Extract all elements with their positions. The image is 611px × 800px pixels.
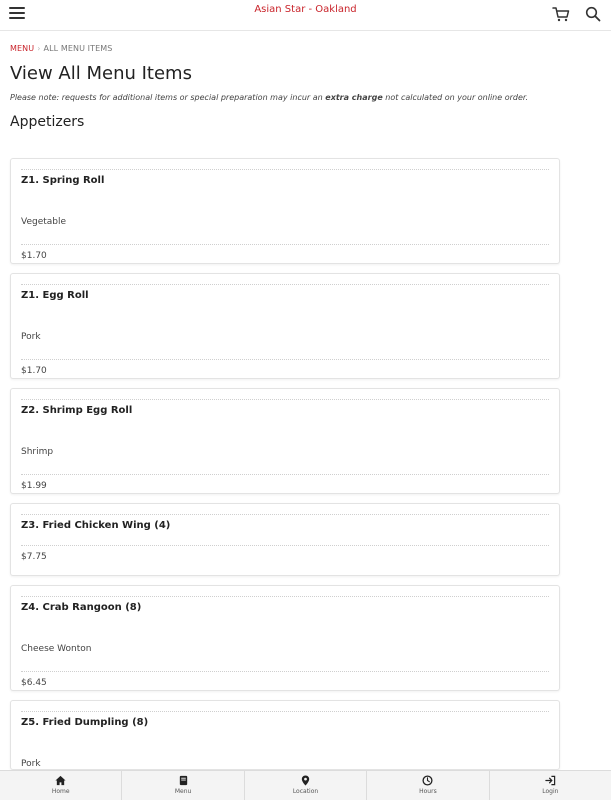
- menu-item-price: $1.99: [21, 481, 47, 491]
- login-icon: [545, 775, 556, 786]
- breadcrumb-separator: ›: [37, 44, 41, 53]
- menu-item-card[interactable]: [10, 273, 560, 379]
- nav-login-label: Login: [542, 788, 559, 795]
- nav-location[interactable]: [245, 771, 367, 800]
- menu-item-card[interactable]: [10, 158, 560, 264]
- menu-item-price: $7.75: [21, 552, 47, 562]
- menu-item-card[interactable]: [10, 388, 560, 494]
- section-title-appetizers: Appetizers: [10, 114, 85, 130]
- nav-menu-label: Menu: [174, 788, 192, 795]
- nav-menu[interactable]: [122, 771, 244, 800]
- menu-item-price: $1.70: [21, 366, 47, 376]
- nav-location-label: Location: [292, 788, 319, 795]
- nav-hours[interactable]: [367, 771, 489, 800]
- breadcrumb-current: ALL MENU ITEMS: [43, 44, 113, 53]
- page-title: View All Menu Items: [10, 63, 192, 84]
- cart-icon[interactable]: [552, 6, 570, 22]
- main-content: [10, 44, 570, 130]
- bottom-nav: [0, 770, 611, 800]
- clock-icon: [422, 775, 433, 786]
- menu-item-name: Z2. Shrimp Egg Roll: [21, 405, 133, 416]
- site-title[interactable]: Asian Star - Oakland: [254, 4, 357, 15]
- map-pin-icon: [300, 775, 311, 786]
- menu-item-name: Z3. Fried Chicken Wing (4): [21, 520, 171, 531]
- search-icon[interactable]: [585, 6, 601, 22]
- top-bar: [0, 0, 611, 31]
- menu-item-name: Z1. Spring Roll: [21, 175, 105, 186]
- nav-home[interactable]: [0, 771, 122, 800]
- menu-item-name: Z1. Egg Roll: [21, 290, 89, 301]
- menu-book-icon: [178, 775, 189, 786]
- menu-item-name: Z4. Crab Rangoon (8): [21, 602, 142, 613]
- note-text-after: not calculated on your online order.: [382, 93, 528, 102]
- breadcrumb: [10, 44, 570, 53]
- menu-item-name: Z5. Fried Dumpling (8): [21, 717, 149, 728]
- menu-item-price: $1.70: [21, 251, 47, 261]
- note-text-before: Please note: requests for additional items or special preparation may incur an: [10, 93, 326, 102]
- order-note: [10, 93, 570, 102]
- menu-item-price: $6.45: [21, 678, 47, 688]
- menu-item-description: Cheese Wonton: [21, 644, 92, 654]
- breadcrumb-menu-link[interactable]: MENU: [10, 44, 35, 53]
- menu-item-description: Pork: [21, 332, 41, 342]
- nav-hours-label: Hours: [419, 788, 437, 795]
- menu-item-description: Shrimp: [21, 447, 54, 457]
- home-icon: [55, 775, 66, 786]
- menu-item-card[interactable]: [10, 503, 560, 576]
- nav-home-label: Home: [51, 788, 70, 795]
- menu-item-description: Pork: [21, 759, 41, 769]
- nav-login[interactable]: [490, 771, 611, 800]
- menu-item-card[interactable]: [10, 585, 560, 691]
- menu-item-card[interactable]: [10, 700, 560, 770]
- menu-item-description: Vegetable: [21, 217, 67, 227]
- note-text-strong: extra charge: [325, 93, 383, 102]
